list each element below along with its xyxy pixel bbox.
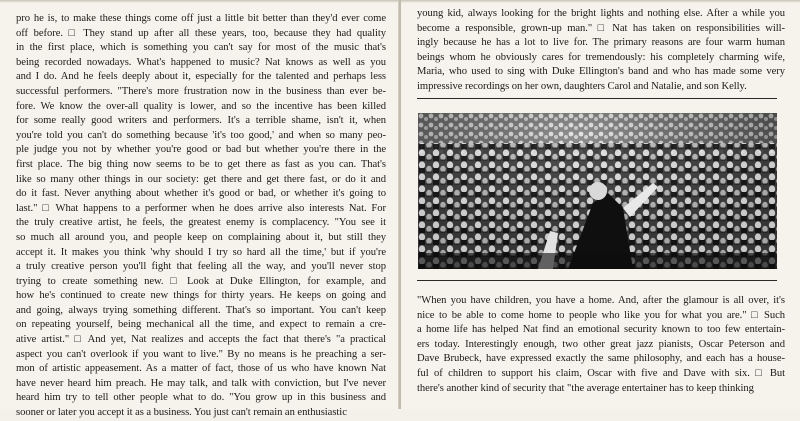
right-page-body-text-top [417,7,785,95]
right-page-body-text-bottom [417,294,785,396]
text-line: ers today. Interestingly enough, two other great jazz pianists, Oscar Peterson and [417,338,785,350]
photo-top-rule [417,98,777,99]
text-line: young kid, always looking for the bright lights and nothing else. After a while you [417,8,785,19]
text-line: Maria, who used to sing with Duke Ellington's band and who has made some very [417,66,785,78]
text-line: a home life has helped Nat find an emotional security known to too few entertain- [417,324,785,336]
text-line: off before. □ They stand up after all these years, too, because they had quality [16,27,386,39]
text-line: a truly creative person you'll fight that feeling all the way, and you'll never stop [16,261,386,273]
text-line: accept it. It makes you think 'why should I try so hard all the time,' but if you're [16,246,386,258]
text-line: and I do. And he feels deeply about it, especially for the talented and perhaps less [16,71,386,83]
text-line: so much all around you, and people keep on complaining about it, but still they [16,231,386,243]
text-line: sooner or later you accept it as a business. You just can't remain an enthusiastic [16,407,347,419]
text-line: do it fast. Never anything about whether it's good or bad, or whether it's going to [16,188,386,200]
text-line: for some really good writers and performers. It's a terrible shame, isn't it, when [16,115,386,127]
text-line: become a responsible, grown-up man." □ Nat has taken on responsibilities will- [417,22,785,34]
text-line: aspect you can't overlook if you want to live." By no means is he preaching a ser- [16,348,386,360]
text-line: heard him try to tell other people what to do. "You grow up in this business and [16,392,386,404]
text-line: "When you have children, you have a home. And, after the glamour is all over, it's [417,295,785,306]
concert-crowd-photo-graphic [418,113,777,269]
text-line: mon of artistic appeasement. As a matter of fact, those of us who have known Nat [16,363,386,375]
text-line: nice to be able to come home to people who like you for what you are." □ Such [417,309,785,321]
text-line: like so many other things in our society: get there and get there fast, or do it and [16,173,386,185]
text-line: there's another kind of security that "the average entertainer has to keep thinking [417,382,754,394]
left-page-body-text [16,12,386,421]
text-line: you're told you can't do something because 'it's too good,' and when so many peo- [16,129,386,141]
text-line: ple judge you not by whether you're good or bad but whether you're there in the [16,144,386,156]
text-line: beings whom he obviously cares for tremendously: his completely charming wife, [417,51,785,63]
text-line: and going, always trying something different. That's so important. You can't keep [16,304,386,316]
concert-crowd-photo [418,113,777,269]
text-line: impressive recordings on her own, daughters Carol and Natalie, and son Kelly. [417,80,747,92]
text-line: first place. The big thing now seems to be to get there as fast as you can. That's [16,158,386,170]
text-line: have never heard him preach. He may talk, and talk with conviction, but I've never [16,377,386,389]
text-line: pro he is, to make these things come off just a little bit better than they'd ever come [16,13,386,24]
text-line: ful of children to support his claim, Oscar with five and Dave with six. □ But [417,367,785,379]
text-line: last." □ What happens to a performer when he does arrive also interests Nat. For [16,202,386,214]
right-page [401,0,800,409]
photo-bottom-rule [417,280,777,281]
text-line: successful performers. "There's more frustration now in the business than ever be- [16,85,386,97]
text-line: in the first place, which is something you can't say for most of the music that's [16,42,386,54]
text-line: how he's continued to create new things for thirty years. He keeps on going and [16,290,386,302]
text-line: trying to create something new. □ Look at Duke Ellington, for example, and [16,275,386,287]
text-line: Dave Brubeck, have expressed exactly the same philosophy, and each has a house- [417,353,785,365]
text-line: ingly because he has a lot to live for. The primary reasons are four warm human [417,37,785,49]
page-edge [401,0,800,3]
text-line: fore. We know the over-all quality is lower, and so the incentive has been killed [16,100,386,112]
left-page [0,0,399,419]
text-line: ative artist." □ And yet, Nat realizes and accepts the fact that there's "a practical [16,334,386,346]
text-line: the truly creative artist, he feels, the greatest enemy is complacency. "You see it [16,217,386,229]
page-edge [0,0,399,3]
text-line: on repeating yourself, being mechanical all the time, and expect to remain a cre- [16,319,386,331]
text-line: being recorded nowadays. What's happened to music? Nat knows as well as you [16,56,386,68]
